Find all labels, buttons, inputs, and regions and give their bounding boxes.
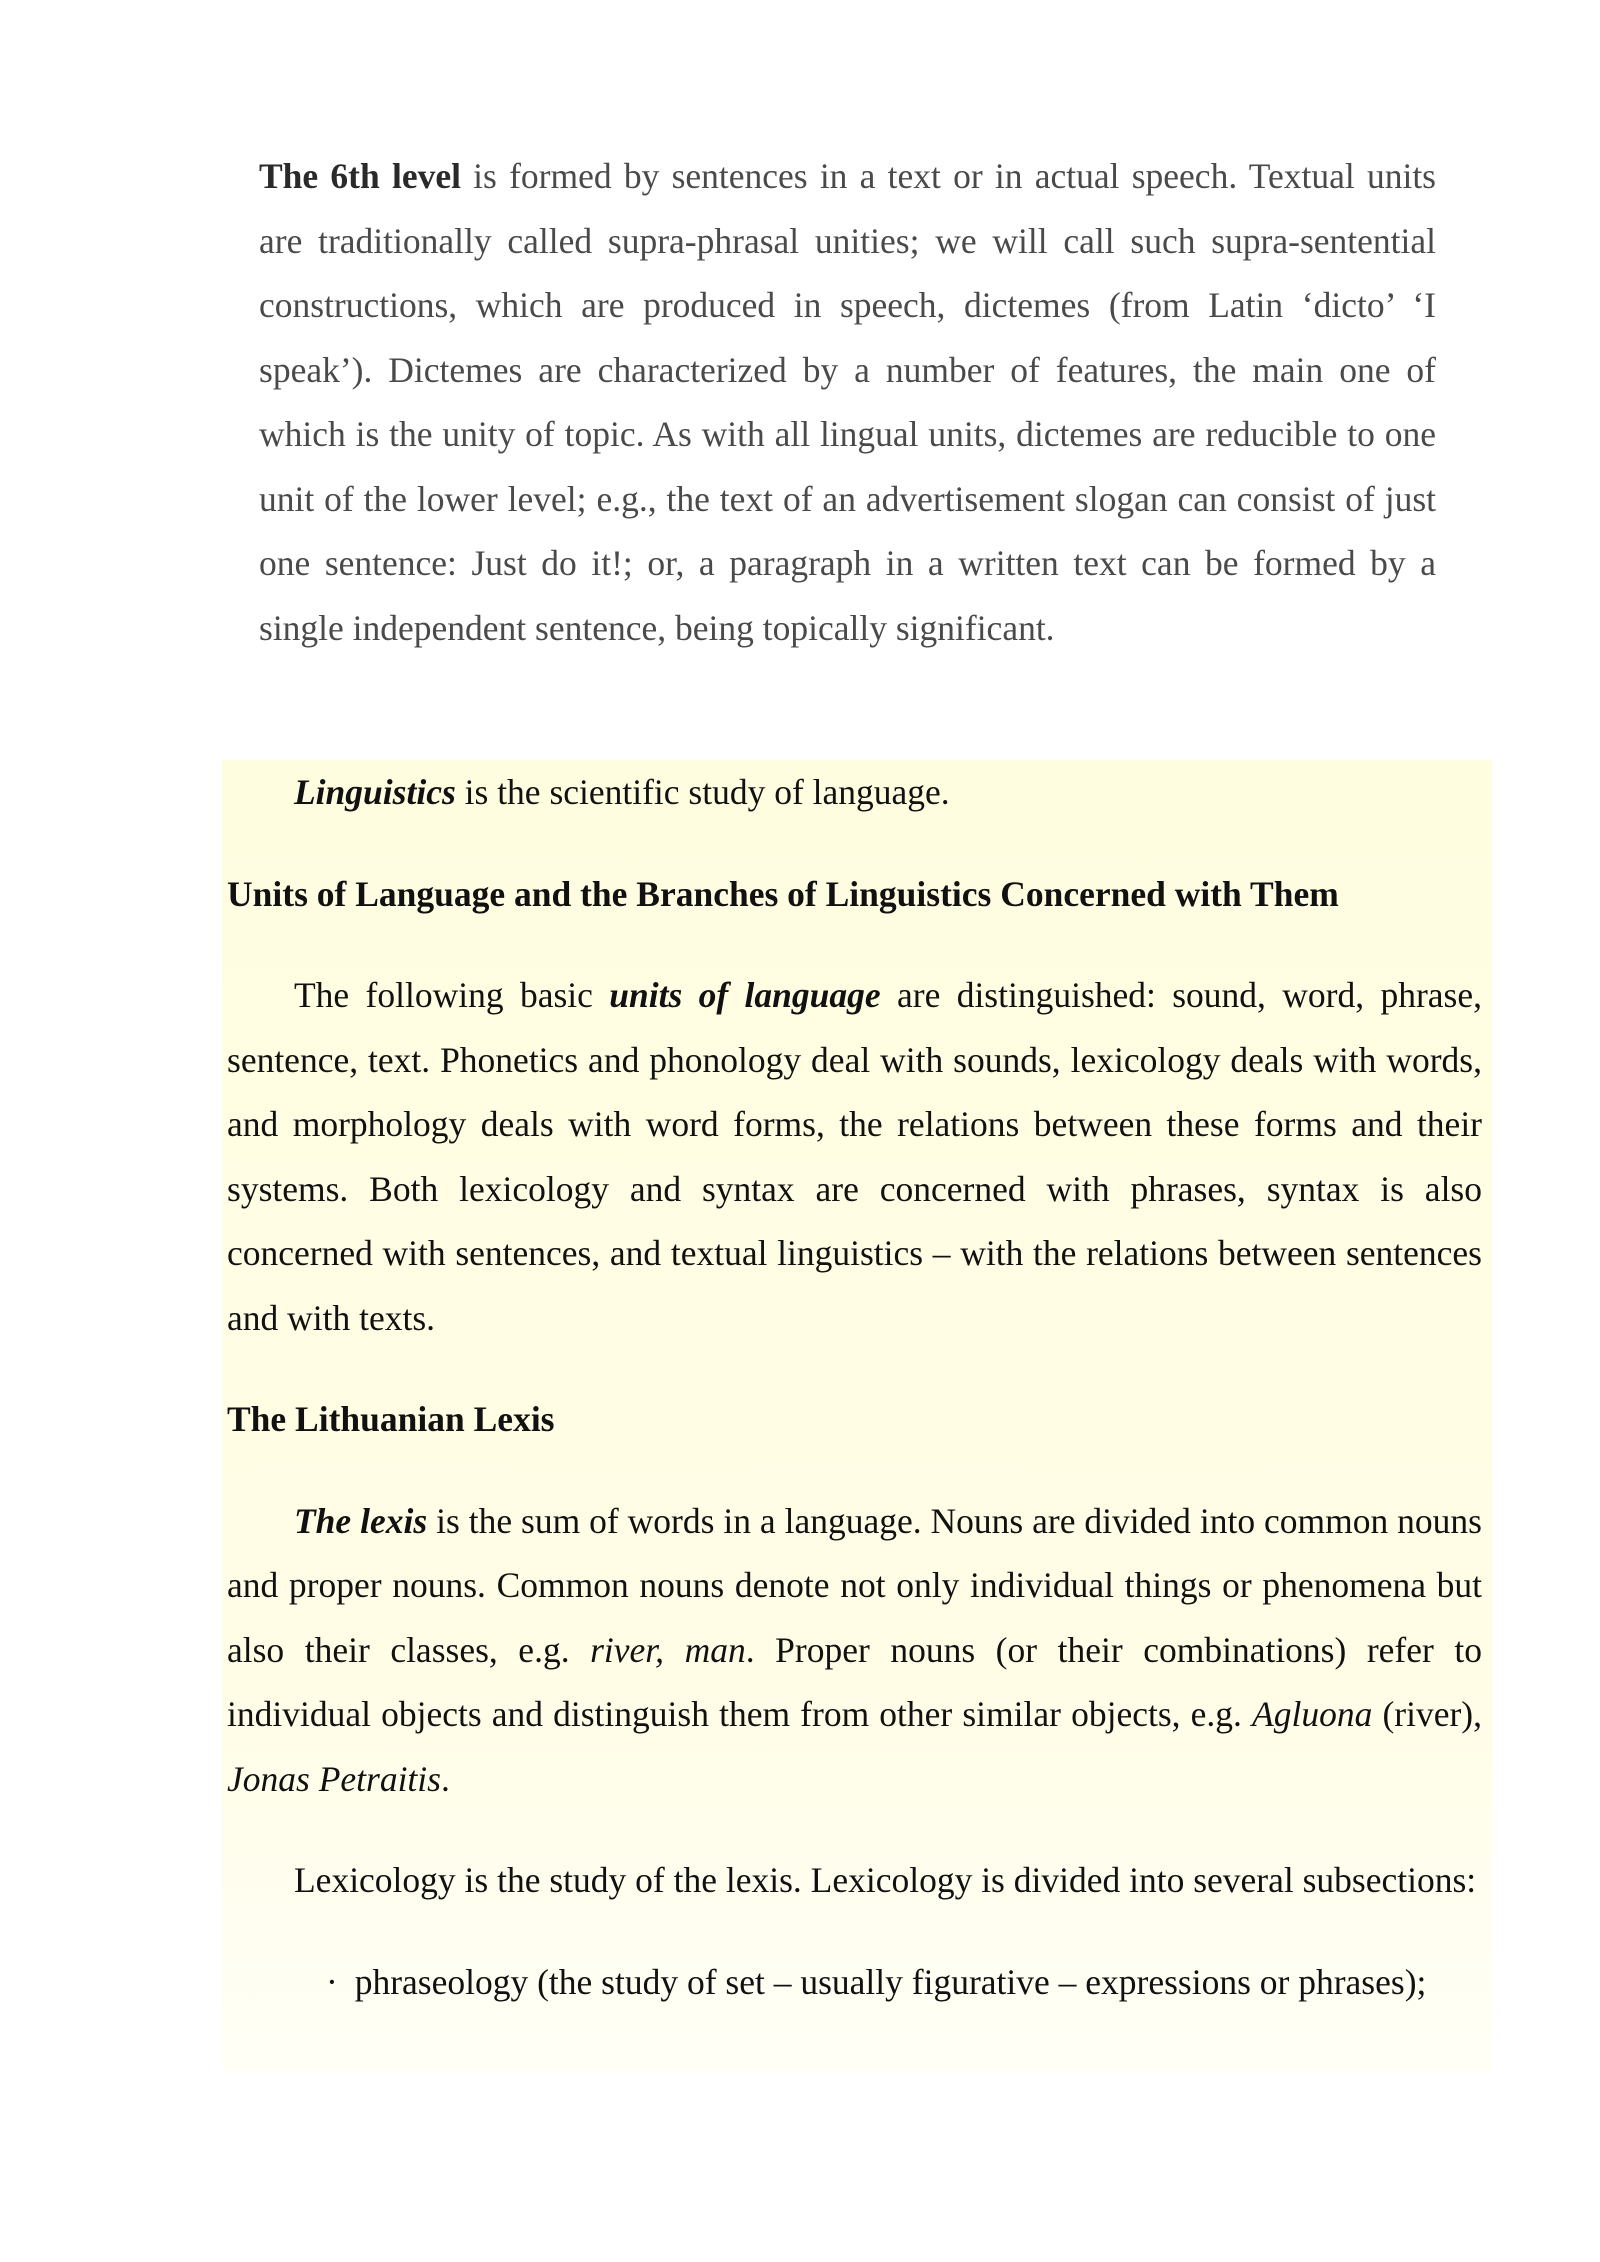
lexis-paragraph (227, 1489, 1482, 1812)
top-paragraph (259, 144, 1436, 660)
lexis-example-name: Jonas Petraitis (227, 1758, 441, 1799)
units-heading: Units of Language and the Branches of Linguistics Concerned with Them (227, 873, 1339, 914)
list-item (227, 1950, 1482, 2015)
lexis-heading: The Lithuanian Lexis (227, 1399, 555, 1439)
lexis-example-common: river, man (590, 1629, 746, 1670)
units-term: units of language (609, 975, 881, 1015)
units-paragraph-before: The following basic (294, 975, 610, 1015)
lexis-text-3: (river), (1372, 1694, 1482, 1734)
units-paragraph-after: are distinguished: sound, word, phrase, sentence, text. Phonetics and phonology deal with sounds, lexicology deals with words, and morphology deals with word forms, the relations between these forms and their systems. Both lexicology and syntax are concerned with phrases, syntax is also concerned with sentences, and textual linguistics – with the relations between sentences and with texts. (227, 975, 1482, 1338)
linguistics-definition (227, 760, 1482, 825)
top-paragraph-text: is formed by sentences in a text or in actual speech. Textual units are traditionally called supra-phrasal unities; we will call such supra-sentential constructions, which are produced in speech, dictemes (from Latin ‘dicto’ ‘I speak’). Dictemes are characterized by a number of features, the main one of which is the unity of topic. As with all lingual units, dictemes are reducible to one unit of the lower level; e.g., the text of an advertisement slogan can consist of just one sentence: Just do it!; or, a paragraph in a written text can be formed by a single independent sentence, being topically significant. (259, 156, 1436, 648)
top-paragraph-lead: The 6th level (259, 156, 461, 196)
linguistics-definition-text: is the scientific study of language. (455, 772, 950, 812)
linguistics-term: Linguistics (294, 772, 456, 812)
lexis-example-agluona: Agluona (1252, 1694, 1373, 1734)
bullet-icon: · (326, 1961, 338, 2002)
highlighted-content (227, 760, 1482, 2014)
lexis-term: The lexis (294, 1500, 428, 1541)
lexicology-paragraph: Lexicology is the study of the lexis. Lexicology is divided into several subsections: (294, 1860, 1477, 1900)
lexis-text-2: . Proper nouns (or their combinations) refer to individual objects and distinguish them from other similar objects, e.g. (227, 1629, 1482, 1734)
lexis-text-1: is the sum of words in a language. Nouns are divided into common nouns and proper nouns. Common nouns denote not only individual things or phenomena but also their classes, e.g. (227, 1500, 1482, 1670)
lexis-text-4: . (440, 1758, 450, 1799)
list-item-text: phraseology (the study of set – usually figurative – expressions or phrases); (345, 1961, 1427, 2002)
units-paragraph (227, 963, 1482, 1350)
